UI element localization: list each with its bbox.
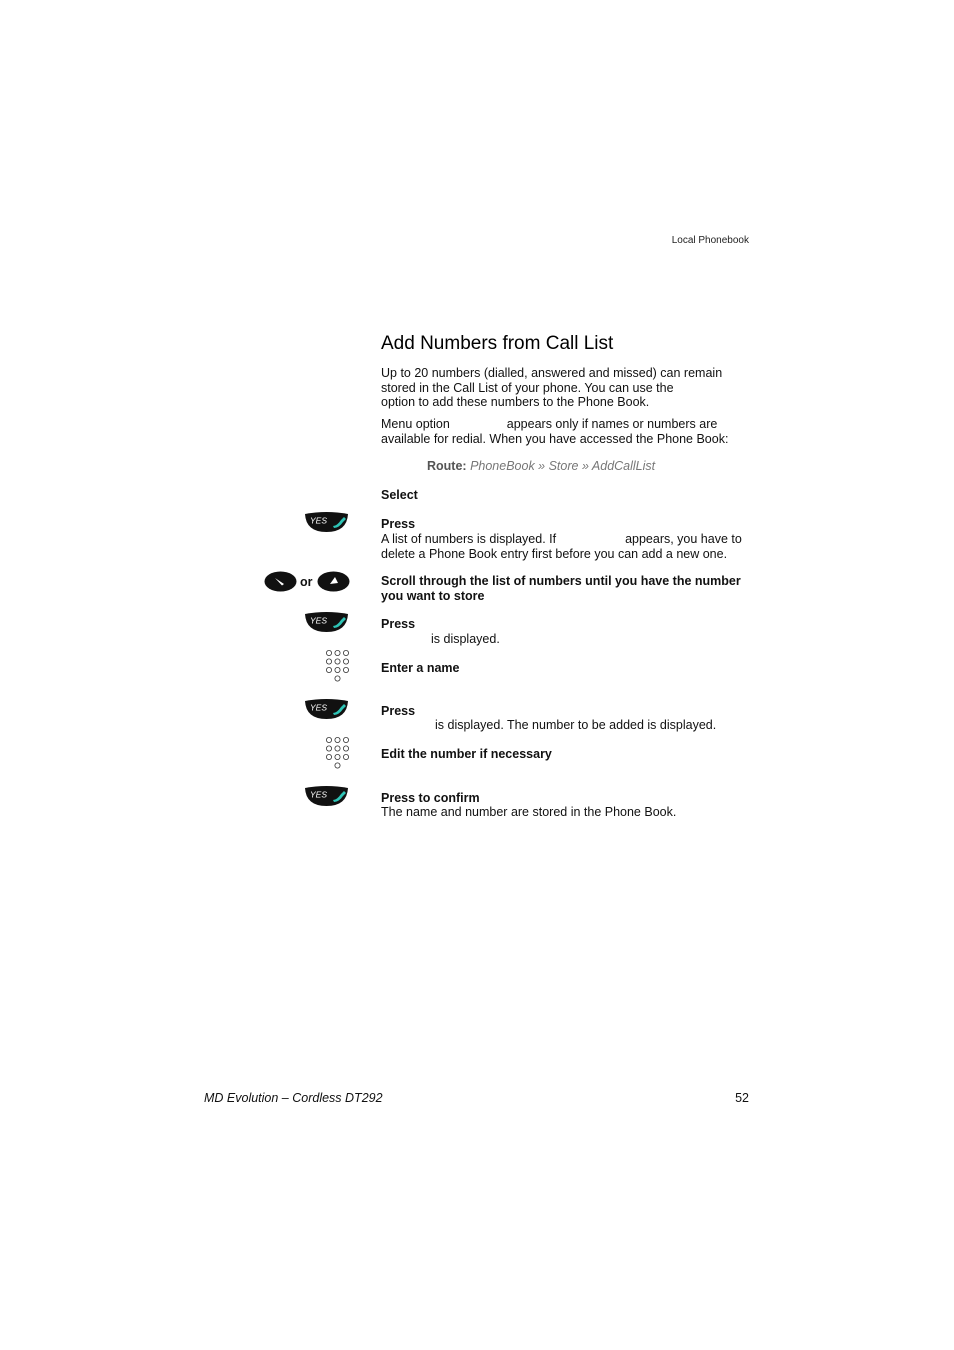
intro-text-2-start: Menu option <box>381 417 450 431</box>
intro-paragraph-2 <box>381 417 751 446</box>
yes-key-label: YES <box>310 515 328 526</box>
yes-key-label: YES <box>310 789 328 800</box>
keypad-icon <box>325 736 351 770</box>
yes-key-icon <box>303 511 350 533</box>
step-3-title: Scroll through the list of numbers until you have the number you want to store <box>381 574 741 603</box>
step-2-desc-start: A list of numbers is displayed. If <box>381 532 557 546</box>
yes-key-icon <box>303 698 350 720</box>
footer-doc-title: MD Evolution – Cordless DT292 <box>204 1091 383 1105</box>
step-6-desc <box>381 718 756 733</box>
footer-page-number: 52 <box>735 1091 749 1105</box>
step-4-title: Press <box>381 617 416 631</box>
step-6-desc-text: is displayed. The number to be added is displayed. <box>435 718 717 732</box>
yes-key-icon <box>303 611 350 633</box>
intro-text-1: Up to 20 numbers (dialled, answered and missed) can remain stored in the Call List of your phone. You can use the <box>381 366 723 395</box>
step-5-title: Enter a name <box>381 661 460 675</box>
step-7-title: Edit the number if necessary <box>381 747 552 761</box>
step-2-desc-rest: appears, you have to delete a Phone Book entry first before you can add a new one. <box>381 532 742 561</box>
step-4-desc <box>381 632 756 647</box>
route-path: PhoneBook » Store » AddCallList <box>470 459 656 473</box>
step-8-title: Press to confirm <box>381 791 480 805</box>
intro-paragraph-1 <box>381 366 751 410</box>
up-arrow-key-icon <box>317 571 350 592</box>
yes-key-label: YES <box>310 615 328 626</box>
step-2-title: Press <box>381 517 416 531</box>
down-arrow-key-icon <box>264 571 297 592</box>
step-8-desc: The name and number are stored in the Phone Book. <box>381 805 677 819</box>
step-1-title: Select <box>381 488 418 502</box>
intro-text-1-end: option to add these numbers to the Phone Book. <box>381 395 650 409</box>
running-header: Local Phonebook <box>671 235 749 246</box>
yes-key-label: YES <box>310 702 328 713</box>
route-label: Route: <box>427 459 467 473</box>
step-4-desc-text: is displayed. <box>431 632 500 646</box>
or-label: or <box>300 575 313 589</box>
yes-key-icon <box>303 785 350 807</box>
intro-text-2-rest: appears only if names or numbers are available for redial. When you have accessed the Phone Book: <box>381 417 729 446</box>
step-6-title: Press <box>381 704 416 718</box>
page-title: Add Numbers from Call List <box>381 333 614 354</box>
keypad-icon <box>325 649 351 683</box>
step-2-desc <box>381 532 756 561</box>
route <box>427 459 655 473</box>
